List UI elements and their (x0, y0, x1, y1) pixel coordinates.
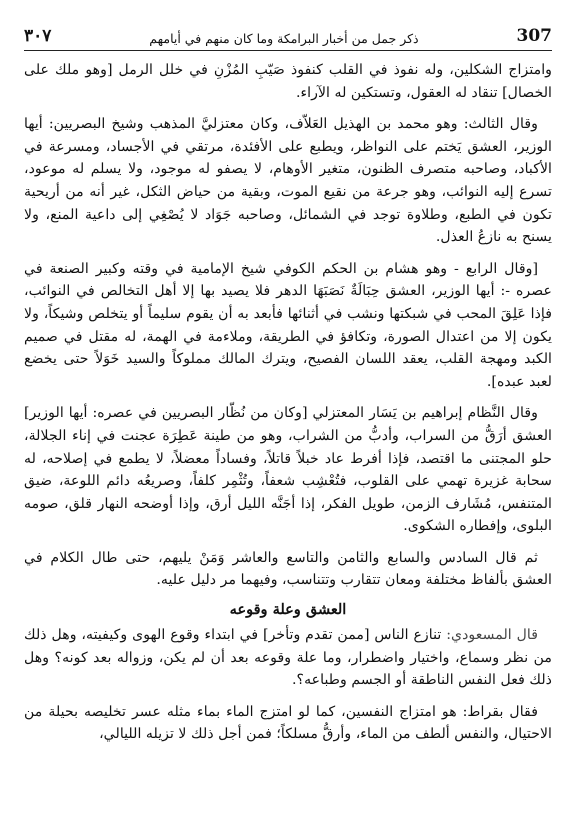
speaker-label: قال المسعودي: (446, 627, 538, 644)
running-title: ذكر جمل من أخبار البرامكة وما كان منهم في أيامهم (149, 31, 419, 46)
page-number-arabic: ٣٠٧ (24, 26, 52, 46)
section-title: العشق وعلة وقوعه (229, 601, 347, 619)
paragraph: وقال النَّظام إبراهيم بن يَسَار المعتزلي [وكان من نُظّار البصريين في عصره: أيها الوزير] العشق أرَقُّ من السراب، وأدبُّ من الشراب، وهو من طينة عَطِرَة عجنت في إناء الجلالة، حلو المجتنى ما اقتصد، فإذا أفرط عاد خبلاً قاتلاً، وفساداً معضلاً، لا يطمع في إصلاحه، له سحابة غزيرة تهمي على القلوب، فتُعْشِب شعفاً، وتُثْمِر كلفاً، وصريعُه دائم اللوعة، ضيق المتنفس، مُشَارف الزمن، طويل الفكر، إذا أجَنَّه الليل أرق، وإذا أوضحه النهار قلق، صومه البلوى، وإفطاره الشكوى. (24, 405, 552, 535)
paragraph (24, 701, 552, 746)
header-rule (24, 50, 552, 51)
paragraph (24, 624, 552, 692)
page-number-latin: 307 (516, 26, 552, 46)
page-body (24, 59, 552, 746)
paragraph: وامتزاج الشكلين، وله نفوذ في القلب كنفوذ صَيّبِ المُزْنِ في خلل الرمل [وهو ملك على الخصال] تنقاد له العقول، وتستكين له الآراء. (24, 62, 552, 101)
paragraph-text: تنازع الناس [ممن تقدم وتأخر] في ابتداء وقوع الهوى وكيفيته، وهل ذلك من نظر وسماع، واختيار واضطرار، وما علة وقوعه بعد أن لم يكن، وزواله بعد كونه؟ وهل ذلك فعل النفس الناطقة أو الجسم وطباعه؟. (24, 627, 552, 689)
page-header (24, 0, 552, 50)
paragraph: ثم قال السادس والسابع والثامن والتاسع والعاشر وَمَنْ يليهم، حتى طال الكلام في العشق بألفاظ مختلفة ومعان تتقارب وتتناسب، وفيهما مر دليل عليه. (24, 549, 552, 589)
paragraph-text: فقال بقراط: هو امتزاج النفسين، كما لو امتزج الماء بماء مثله عسر تخليصه بحيلة من الاحتيال، والنفس ألطف من الماء، وأرقُّ مسلكاً؛ فمن أجل ذلك لا تزيله الليالي، (24, 703, 552, 743)
paragraph: وقال الثالث: وهو محمد بن الهذيل العَلاّف، وكان معتزليَّ المذهب وشيخ البصريين: أيها الوزير، العشق يَختم على النواظر، ويطبع على الأفئدة، مرتقي في الأجساد، ومسرعة في الأكباد، وصاحبه متصرف الظنون، متغير الأوهام، لا يصفو له موجود، ولا يسلم له موعود، تسرع إليه النوائب، وهو جرعة من نقيع الموت، وبقية من حياض الثكل، غير أنه من أريحية تكون في الطبع، وطلاوة توجد في الشمائل، وصاحبه جَوَاد لا يُصْغِي إلى داعية المنع، ولا يسنح به نازعُ العذل. (24, 116, 552, 246)
paragraph: [وقال الرابع - وهو هشام بن الحكم الكوفي شيخ الإمامية في وقته وكبير الصنعة في عصره -: أيها الوزير، العشق حِبَالَةٌ نَصَبَهَا الدهر فلا يصيد بها إلا أهل التخالص في النوائب، فإذا عَلِقَ المحب في شبكتها ونشب في أثنائها فأبعد به أن يقوم سليماً أو يتخلص وشيكاً، ولا يكون إلا من اعتدال الصورة، وتكافؤ في الطريقة، وملاءمة في الهمة، له مقتل في صميم الكبد ومهجة القلب، يعقد اللسان الفصيح، ويترك المالك مملوكاً والسيد خَوَلاً حتى يخضع لعبد عبده]. (24, 260, 552, 390)
